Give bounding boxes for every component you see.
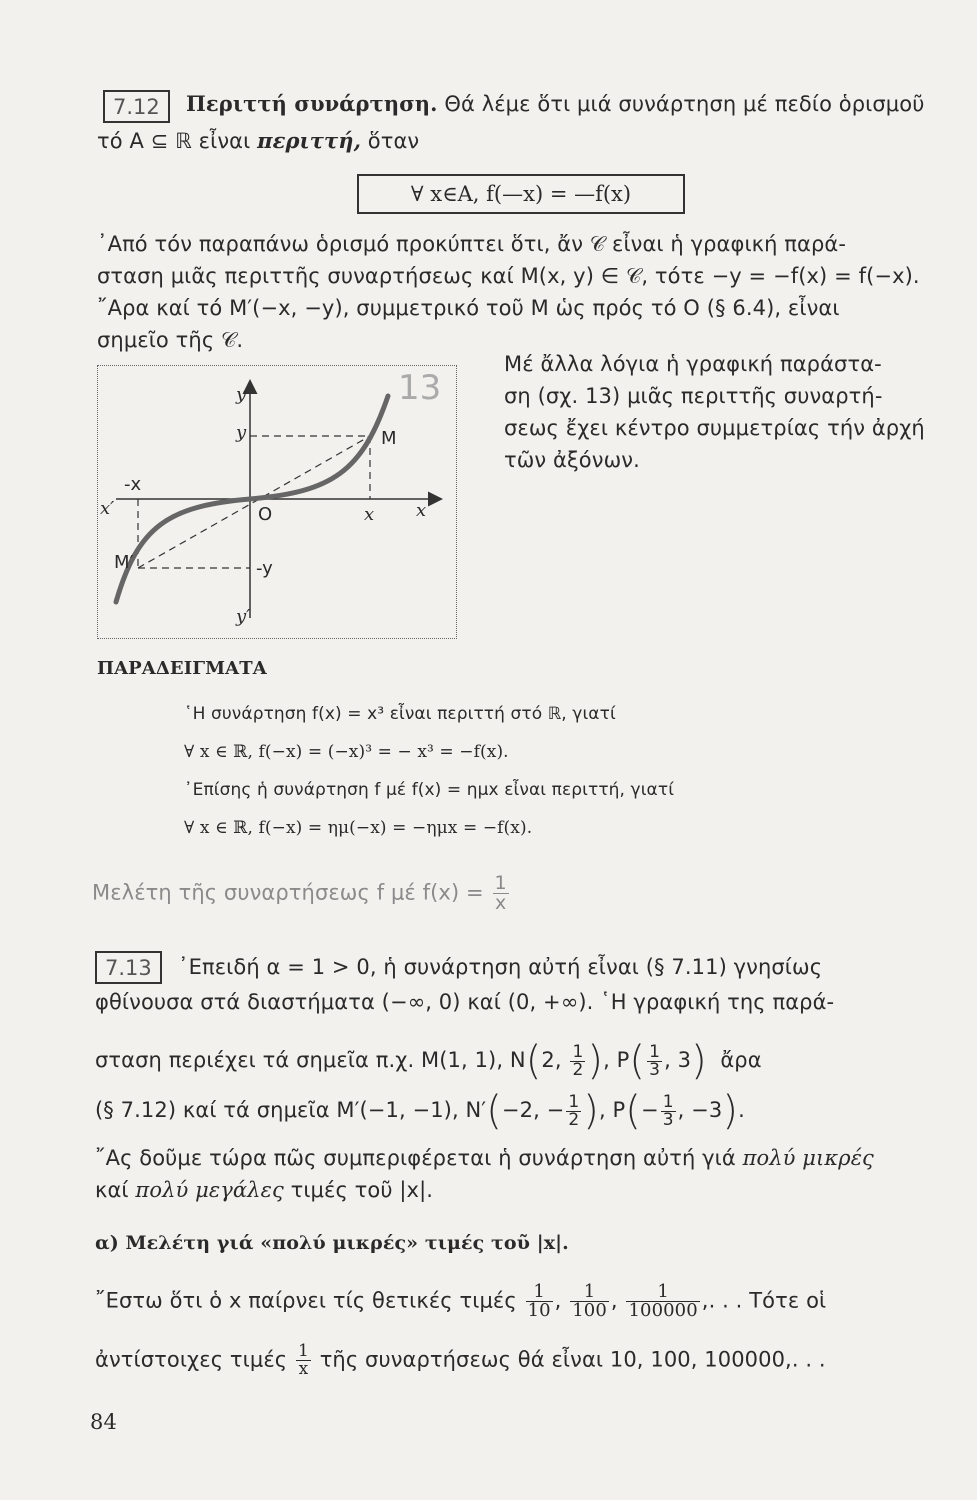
point-P-prime: P bbox=[612, 1098, 626, 1122]
label-M-prime: M′ bbox=[114, 552, 134, 573]
l8-fraction bbox=[296, 1343, 311, 1378]
section-713-line-7: ῎Εστω ὅτι ὁ x παίρνει τίς θετικές τιμές $\frac{1}{10}$ , $\frac{1}{100}$ , $\frac{1}{100000}$ ,. . . Τότε οἱ bbox=[95, 1281, 827, 1321]
side-text-4: τῶν ἀξόνων. bbox=[504, 448, 640, 472]
label-x-prime: x′ bbox=[100, 498, 115, 519]
l5-text: ῎Ας δοῦμε τώρα πῶς συμπεριφέρεται ἡ συνάρτηση αὐτή γιά bbox=[95, 1146, 736, 1170]
example-line-3: ᾿Επίσης ἡ συνάρτηση f μέ f(x) = ημx εἶναι περιττή, γιατί bbox=[184, 780, 675, 800]
side-text-2: ση (σχ. 13) μιᾶς περιττῆς συναρτή- bbox=[504, 384, 883, 408]
section-713-line-1: ᾿Επειδή α = 1 > 0, ἡ συνάρτηση αὐτή εἶναι (§ 7.11) γνησίως bbox=[178, 955, 823, 979]
figure-number: 13 bbox=[398, 368, 442, 408]
Np-frac-num: 1 bbox=[568, 1091, 580, 1112]
section-713-line-8 bbox=[95, 1343, 826, 1378]
l7-f3-den: 100000 bbox=[628, 1300, 698, 1321]
label-M: M bbox=[381, 428, 397, 449]
section-713-line-2: φθίνουσα στά διαστήματα (−∞, 0) καί (0, +∞). ῾Η γραφική της παρά- bbox=[95, 990, 835, 1014]
l6-text-a: καί bbox=[95, 1178, 129, 1202]
label-neg-y: -y bbox=[256, 558, 273, 579]
section-713-number-box: 7.13 bbox=[95, 951, 162, 984]
example-line-1: ῾Η συνάρτηση f(x) = x³ εἶναι περιττή στό ℝ, γιατί bbox=[184, 704, 616, 724]
point-P-y: , 3 bbox=[664, 1048, 692, 1072]
l7-frac-2 bbox=[570, 1283, 609, 1320]
label-y-value: y bbox=[236, 422, 247, 443]
section-713-line-5 bbox=[95, 1146, 874, 1170]
intro-bold: περιττή, bbox=[257, 128, 362, 153]
Np-frac-den: 2 bbox=[568, 1109, 580, 1130]
study-title: Μελέτη τῆς συναρτήσεως f μέ f(x) = bbox=[92, 880, 484, 905]
l8-text-a: ἀντίστοιχες τιμές bbox=[95, 1347, 288, 1372]
study-fraction-den: x bbox=[494, 892, 507, 914]
P-frac-num: 1 bbox=[649, 1041, 661, 1062]
point-N-prime-x: −2, − bbox=[501, 1098, 565, 1122]
side-text-1: Μέ ἄλλα λόγια ἡ γραφική παράστα- bbox=[504, 352, 882, 376]
l7-f1-den: 10 bbox=[527, 1300, 551, 1321]
l5-italic: πολύ μικρές bbox=[742, 1146, 874, 1170]
l7-frac-3 bbox=[626, 1283, 699, 1320]
l8-frac-den: x bbox=[298, 1359, 309, 1379]
P-prime-fraction bbox=[661, 1091, 676, 1130]
example-line-4: ∀ x ∈ ℝ, f(−x) = ημ(−x) = −ημx = −f(x). bbox=[184, 818, 533, 838]
label-x-value: x bbox=[364, 504, 375, 525]
label-neg-x: -x bbox=[124, 474, 142, 495]
figure-13 bbox=[97, 365, 457, 639]
l8-text-b: τῆς συναρτήσεως θά εἶναι 10, 100, 100000,. . . bbox=[319, 1347, 826, 1372]
examples-heading: ΠΑΡΑΔΕΙΓΜΑΤΑ bbox=[97, 658, 267, 679]
section-713-line-3: σταση περιέχει τά σημεῖα π.χ. M(1, 1), N(2, $\frac{1}{2}$ ), P( $\frac{1}{3}$ , 3) ἄρα bbox=[95, 1038, 762, 1084]
paragraph-line-2: σταση μιᾶς περιττῆς συναρτήσεως καί M(x, y) ∈ 𝒞, τότε −y = −f(x) = f(−x). bbox=[97, 264, 920, 288]
point-P-prime-y: , −3 bbox=[677, 1098, 723, 1122]
point-P-prime-sign: − bbox=[641, 1098, 659, 1122]
point-N-x: 2, bbox=[541, 1048, 562, 1072]
section-title: Περιττή συνάρτηση. bbox=[186, 91, 438, 116]
paragraph-line-3: ῎Αρα καί τό M′(−x, −y), συμμετρικό τοῦ M ὡς πρός τό O (§ 6.4), εἶναι bbox=[97, 296, 840, 320]
label-origin: O bbox=[258, 504, 273, 525]
l8-frac-num: 1 bbox=[297, 1341, 309, 1361]
study-fraction bbox=[493, 874, 509, 913]
l7-text: ῎Εστω ὅτι ὁ x παίρνει τίς θετικές τιμές bbox=[95, 1288, 517, 1313]
P-fraction bbox=[647, 1041, 662, 1080]
study-heading bbox=[92, 874, 511, 913]
section-712-line-1 bbox=[186, 91, 924, 116]
label-x-axis: x bbox=[416, 500, 427, 521]
N-fraction bbox=[570, 1041, 585, 1080]
l7-f3-num: 1 bbox=[626, 1283, 699, 1302]
label-y-axis: y bbox=[236, 384, 247, 405]
definition-box: ∀ x∈A, f(—x) = —f(x) bbox=[357, 174, 685, 214]
study-fraction-num: 1 bbox=[494, 872, 507, 894]
paragraph-line-4: σημεῖο τῆς 𝒞. bbox=[97, 328, 244, 352]
l7-f2-num: 1 bbox=[570, 1283, 609, 1302]
l7-frac-1 bbox=[526, 1283, 553, 1320]
l6-italic: πολύ μεγάλες bbox=[135, 1178, 284, 1202]
Pp-frac-den: 3 bbox=[662, 1109, 674, 1130]
intro-text-2: τό A ⊆ ℝ εἶναι bbox=[97, 129, 251, 153]
N-frac-den: 2 bbox=[572, 1059, 584, 1080]
l7-f1-num: 1 bbox=[526, 1283, 553, 1302]
section-712-line-2 bbox=[97, 128, 419, 153]
Pp-frac-num: 1 bbox=[662, 1091, 674, 1112]
intro-text-1: Θά λέμε ὅτι μιά συνάρτηση μέ πεδίο ὁρισμοῦ bbox=[444, 92, 925, 116]
l7-tail: ,. . . Τότε οἱ bbox=[701, 1288, 827, 1313]
l6-text-b: τιμές τοῦ |x|. bbox=[290, 1178, 434, 1202]
side-text-3: σεως ἔχει κέντρο συμμετρίας τήν ἀρχή bbox=[504, 416, 925, 440]
section-713-line-4: (§ 7.12) καί τά σημεῖα M′(−1, −1), N′(−2, − $\frac{1}{2}$ ), P(− $\frac{1}{3}$ , −3). bbox=[95, 1088, 745, 1134]
P-frac-den: 3 bbox=[649, 1059, 661, 1080]
ara-word: ἄρα bbox=[720, 1048, 762, 1072]
paragraph-line-1: ᾿Από τόν παραπάνω ὁρισμό προκύπτει ὅτι, ἄν 𝒞 εἶναι ἡ γραφική παρά- bbox=[97, 232, 847, 256]
N-frac-num: 1 bbox=[572, 1041, 584, 1062]
example-line-2: ∀ x ∈ ℝ, f(−x) = (−x)³ = − x³ = −f(x). bbox=[184, 742, 509, 762]
subsection-a-heading: α) Μελέτη γιά «πολύ μικρές» τιμές τοῦ |x|. bbox=[95, 1232, 569, 1254]
symmetry-line bbox=[138, 436, 370, 568]
N-prime-fraction bbox=[566, 1091, 581, 1130]
section-713-line-6 bbox=[95, 1178, 433, 1202]
point-N: N bbox=[509, 1048, 526, 1072]
l3-text: σταση περιέχει τά σημεῖα π.χ. M(1, 1), bbox=[95, 1048, 504, 1072]
l4-text: (§ 7.12) καί τά σημεῖα M′(−1, −1), N′ bbox=[95, 1098, 487, 1122]
point-P: P bbox=[616, 1048, 630, 1072]
intro-text-3: ὅταν bbox=[367, 129, 420, 153]
page-number: 84 bbox=[90, 1410, 117, 1434]
section-number-box: 7.12 bbox=[103, 90, 170, 123]
l7-f2-den: 100 bbox=[572, 1300, 607, 1321]
label-y-prime: y′ bbox=[236, 606, 251, 627]
